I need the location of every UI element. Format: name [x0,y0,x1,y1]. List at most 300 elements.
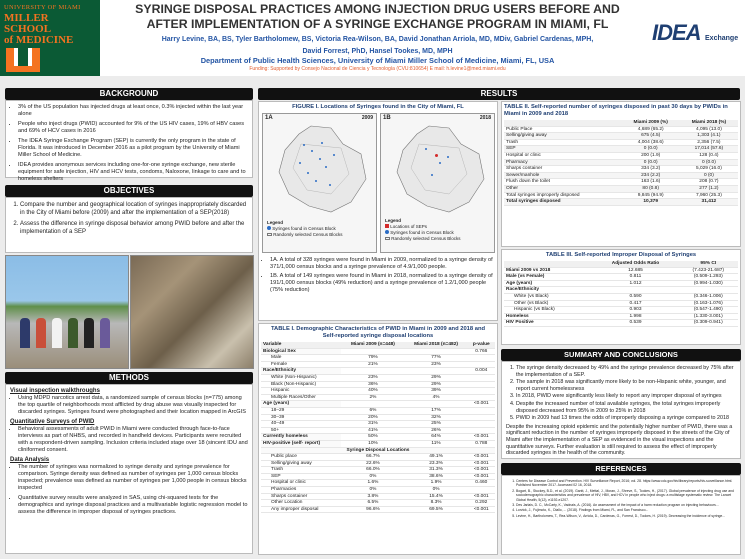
table1-cell: 40% [341,388,404,395]
table1-cell: 25% [405,421,468,428]
objective-item: 2. Assess the difference in syringe disposal behavior among PWID before and after the implementation of a SEP [20,220,248,236]
table1-cell: <0.001 [468,473,495,480]
table2-row [504,159,738,166]
methods-subheading: Visual inspection walkthroughs [10,388,100,394]
table1-cell: 23% [405,361,468,368]
reference-item: 3. Des Jarlais, D. C., McCarty, K., Vadnais, A. (2016). An assessment of the impact of a harm reduction program on injecting behaviours... [516,503,736,507]
table3-cell [679,287,738,294]
table1-cell: Currently homeless [261,434,341,441]
table1-cell: <0.001 [468,401,495,408]
table1-cell [468,414,495,421]
table3-header-cell: 95% CI [679,261,738,267]
methods-bullet: • Using MDPD narcotics arrest data, a randomized sample of census blocks (n=775) among the top quartile of neighborhoods most afflicted by drug abuse was visually inspected for discarded syringes. Syringes found were photographed and their location mapped in ArcGIS [18,395,248,416]
reference-item: 5. Levine, H., Bartholomew, T., Rea-Wilson, V., Arriola, D., Cardenas, G., Forrest, D., Tookes, H. (2019). Decreasing the incidence of syringe... [516,514,736,518]
table1-cell: Multiple Races/Other [261,394,341,401]
table1-cell: 38.6% [405,473,468,480]
table1-section-header: Syringe Disposal Locations [261,447,495,454]
idea-exchange-logo [652,20,742,50]
table1-cell: Any improper disposal [261,506,341,513]
idea-logo-big: IDEA [652,20,701,45]
table2-cell: Public Place [504,126,622,133]
table2-cell: Pharmacy [504,159,622,166]
figure1-panel [258,101,498,321]
table2-cell: 334 (3.2) [622,166,680,173]
table1-cell: <0.001 [468,493,495,500]
table3 [504,261,738,327]
table1-row [261,500,495,507]
table1-cell: Trash [261,467,341,474]
table2-cell: 5,029 (16.0) [680,166,738,173]
school-line2: of MEDICINE [4,34,74,46]
table3-cell: 0.539 [592,320,678,327]
methods-subheading: Data Analysis [10,457,50,463]
table1-cell: 0% [405,487,468,494]
table2-cell: 163 (1.6) [622,179,680,186]
map-a-shape [271,124,371,216]
table1-header-cell: Miami 2009 (n=448) [341,342,404,348]
table2-cell: 128 (0.4) [680,152,738,159]
table1-row [261,414,495,421]
reference-item: 4. Lorvick, J., Fujimoto, K., Diallo, ... (2018). Findings from Miami, FL, and San Francisco... [516,508,736,512]
table1-cell: 0.788 [468,440,495,447]
table2-row [504,185,738,192]
syringe-dot [325,166,327,168]
table3-cell: Other (vs Black) [504,300,592,307]
table1-cell: HIV-positive (self- report) [261,440,341,447]
table1-cell: 11% [405,440,468,447]
table3-cell: (0.346-1.006) [679,293,738,300]
table1-cell: Black (Non-Hispanic) [261,381,341,388]
methods-bullet: • Behavioral assessments of adult PWID in Miami were conducted through face-to-face interviews as part of NHBS, and recorded in handheld devices. Participants were recruited with a respondent-driven sampling. Inclusion criteria included stage over 18 (sincent IDU and cliniformed consent. [18,426,248,454]
table1-cell [468,487,495,494]
summary-item: 1. The syringe density decreased by 49% and the syringe prevalence decreased by 75% after the implementation of a SEP. [516,365,736,378]
table1-cell: 39% [405,388,468,395]
syringe-dot [447,156,449,158]
map-2009 [262,113,377,253]
table2-cell: 277 (1.2) [680,185,738,192]
table1-cell: Public place [261,454,341,461]
table3-cell: 0.590 [592,293,678,300]
summary-item: 4. Despite the increased number of total available syringes, the total syringes improperly disposed decreased from 95% in 2009 to 25% in 2018 [516,401,736,414]
table1-cell: 79% [341,355,404,362]
table1-cell: Other Location [261,500,341,507]
table1-cell: 41% [341,427,404,434]
references-panel [501,475,741,555]
table2-cell: 1,303 (4.1) [680,133,738,140]
title-line1: SYRINGE DISPOSAL PRACTICES AMONG INJECTION DRUG USERS BEFORE AND [135,2,620,16]
table1-cell [341,368,404,375]
table1-panel [258,323,498,555]
table1-cell: 10% [341,440,404,447]
table1-cell: 32% [405,414,468,421]
table1-cell [468,427,495,434]
person-figure [84,318,94,348]
school-line1: MILLER SCHOOL [4,12,52,35]
syringe-dot [307,172,309,174]
table1-header-cell: p-value [468,342,495,348]
table2-cell: Total syringes disposed [504,199,622,206]
table1-cell: 31% [341,421,404,428]
table1-cell: 8.3% [405,500,468,507]
table3-header-cell: Adjusted Odds Ratio [592,261,678,267]
table2-cell: 17,014 (57.6) [680,146,738,153]
table2-cell: 31,412 [680,199,738,206]
title-line2: AFTER IMPLEMENTATION OF A SYRINGE EXCHANGE PROGRAM IN MIAMI, FL [146,17,609,31]
table1-cell: 1.9% [405,480,468,487]
funding: Funding: Supported by Consejo Nacional de Ciencia y Tecnología (CVU:810654) E mail: h.levine1@med.miami.edu [249,66,506,72]
table1-row [261,506,495,513]
table1-cell: <0.001 [468,467,495,474]
syringe-dot [311,150,313,152]
table3-cell: (7.423-21.687) [679,267,738,274]
table1-cell: 2% [341,394,404,401]
syringe-dot [329,184,331,186]
table3-cell: (1.330-3.001) [679,313,738,320]
background-heading: BACKGROUND [5,88,253,100]
table2-row [504,152,738,159]
table2-cell: 4,004 (38.6) [622,139,680,146]
table1-row [261,460,495,467]
table1-row [261,368,495,375]
map-b-year: 2018 [479,115,491,121]
table2-cell: 208 (0.7) [680,179,738,186]
table1-row [261,388,495,395]
figure1-note: • 1A. A total of 328 syringes were found in Miami in 2009, normalized to a syringe density of 371/1,000 census blocks and a syringe prevalence of 4.9/1,000 people. [270,257,496,271]
table1-row [261,493,495,500]
methods-bullet: • Quantitative survey results were analyzed in SAS, using chi-squared tests for the demographics and syringe disposal practices and a multivariable logistic regression model to assess the difference in improper disposal of syringes practices. [18,495,248,516]
legend-box-icon [267,233,272,236]
table1-cell: 6% [341,407,404,414]
table1-row [261,421,495,428]
table1-cell: 49.1% [405,454,468,461]
table1-cell: Race/Ethnicity [261,368,341,375]
person-figure [68,318,78,348]
table2-cell: Sewer/manhole [504,172,622,179]
table3-title: TABLE III. Self-reported Improper Disposal of Syringes [545,252,697,258]
table2-cell: 200 (1.9) [622,152,680,159]
table2-header-cell: Miami 2009 (%) [622,120,680,126]
legend-item: Locations of SEPs [390,224,428,229]
legend-dot-icon [267,226,271,230]
table1-cell [341,401,404,408]
table2 [504,120,738,206]
table1-cell: 0% [341,487,404,494]
sep-location-dot [435,154,438,157]
table1-row [261,374,495,381]
table1-cell [468,421,495,428]
table1-cell [468,355,495,362]
table1-cell: 18–29 [261,407,341,414]
table2-cell: 2,356 (7.5) [680,139,738,146]
table1-row [261,434,495,441]
table3-cell: (0.994-1.030) [679,280,738,287]
table1-cell: 29% [405,381,468,388]
background-bullet: • People who inject drugs (PWID) accounted for 9% of the US HIV cases, 19% of HBV cases and 69% of HCV cases in 2016 [18,121,248,135]
table1-row [261,355,495,362]
idea-logo-small: Exchange [705,35,739,42]
table2-row [504,139,738,146]
legend-sep-icon [385,224,389,228]
university-line: UNIVERSITY OF MIAMI [4,4,81,11]
table2-row [504,179,738,186]
table1-cell: Hispanic [261,388,341,395]
table1-row [261,401,495,408]
table2-cell: Total syringes improperly disposed [504,192,622,199]
table1-cell: 6.5% [341,500,404,507]
summary-heading: SUMMARY AND CONCLUSIONS [501,349,741,361]
table1-row [261,447,495,454]
figure1-note: • 1B. A total of 149 syringes were found in Miami in 2018, normalized to a syringe density of 191/1,000 census blocks (49% reduction) and a syringe prevalence of 1.2/1,000 people (75% reduction) [270,273,496,294]
background-panel [5,100,253,182]
table1-cell: 36% [341,381,404,388]
objectives-panel [5,197,253,253]
table2-header-cell: Miami 2018 (%) [680,120,738,126]
table3-body [504,267,738,326]
map-b-legend [385,218,461,242]
table2-row [504,166,738,173]
table2-cell: 0 (0.0) [622,146,680,153]
table1-cell: White (Non-Hispanic) [261,374,341,381]
table3-cell: Age (years) [504,280,592,287]
table2-row [504,172,738,179]
table2-cell: 0 (0) [680,172,738,179]
table1-cell: Pharmacies [261,487,341,494]
table1-cell: <0.001 [468,434,495,441]
legend-box-icon [385,237,390,240]
table1-title-line1: TABLE I. Demographic Characteristics of PWID in Miami in 2009 and 2018 and [270,326,486,332]
table3-cell: Miami 2009 vs 2018 [504,267,592,274]
references-heading: REFERENCES [501,463,741,475]
table1-body [261,348,495,513]
table1-cell: 96.6% [341,506,404,513]
table1-cell: SEP [261,473,341,480]
summary-item: 3. In 2018, PWID were significantly less likely to report any improper disposal of syringes [516,393,736,400]
table1-cell: 3.8% [341,493,404,500]
methods-bullet: • The number of syringes was normalized to syringe density and syringe prevalence for comparison. Syringe density was defined as number of syringes per 1,000 census blocks inspected; prevalence was defined as number of syringes per 1,000 people in census blocks inspected [18,464,248,492]
figure1-title: FIGURE I. Locations of Syringes found in the City of Miami, FL [292,104,464,110]
syringe-dot [321,142,323,144]
table3-cell [592,287,678,294]
table2-row [504,146,738,153]
table1-cell: 15.4% [405,493,468,500]
table2-cell: 0 (0.0) [680,159,738,166]
table1-cell [341,348,404,355]
table1-cell: Biological Sex [261,348,341,355]
map-2018 [380,113,495,253]
syringe-dot [319,158,321,160]
methods-heading: METHODS [5,372,253,384]
table1-cell: Male [261,355,341,362]
table1-row [261,454,495,461]
table1-cell: 22.6% [341,460,404,467]
summary-item: 2. The sample in 2018 was significantly more likely to be non-Hispanic white, younger, and report current homelessness [516,379,736,392]
table2-cell: 4,095 (13.0) [680,126,738,133]
table3-cell: (0.547-1.490) [679,307,738,314]
table3-cell: 1.012 [592,280,678,287]
background-bullet: • IDEA provides anonymous services including one-for-one syringe exchange, new sterile equipment for safe injection, HIV and HCV tests, condoms, Naloxone, linkage to care and to homeless shelters [18,162,248,183]
table1-cell: 50% [341,434,404,441]
table1-cell: 64% [405,434,468,441]
table1-header-cell: Variable [261,342,341,348]
person-figure [100,318,110,348]
table1-cell: Hospital or clinic [261,480,341,487]
legend-item: Syringes found in Census Block [272,226,336,231]
table2-cell: Hospital or clinic [504,152,622,159]
table1-cell [405,348,468,355]
table1-cell: 20% [341,414,404,421]
table1-cell: 4% [405,394,468,401]
table1-cell: 0.004 [468,368,495,375]
table1-cell: 66.7% [341,454,404,461]
table3-cell: (0.309-0.941) [679,320,738,327]
summary-panel [501,361,741,459]
reference-item: 1. Centers for Disease Control and Prevention. HIV Surveillance Report, 2016; vol. 28. https://www.cdc.gov/hiv/library/reports/hiv-surveillance.html. Published November 2017. Accessed 02 16, 2018. [516,479,736,488]
table1-title-line2: Self-reported syringe disposal locations [322,333,434,339]
table3-row [504,280,738,287]
map-a-year: 2009 [361,115,373,121]
table2-row [504,199,738,206]
table3-cell: 12.685 [592,267,678,274]
table2-body [504,126,738,205]
methods-panel [5,384,253,554]
table3-row [504,300,738,307]
figure1-notes [262,257,496,297]
discarded-syringes-photo [130,255,254,369]
table3-cell: HIV Positive [504,320,592,327]
table1-cell: 23.3% [405,460,468,467]
map-a-label: 1A [265,115,273,121]
table1-cell: 30–39 [261,414,341,421]
table1-cell: Female [261,361,341,368]
table3-cell: 1.998 [592,313,678,320]
table2-title: TABLE II. Self-reported number of syringes disposed in past 30 days by PWIDs in Miami in 2009 and 2018 [504,104,728,117]
legend-title: Legend [267,220,284,225]
legend-item: Randomly selected Census Blocks [273,232,343,237]
person-figure [20,318,30,348]
table1-row [261,467,495,474]
methods-subheading: Quantitative Surveys of PWID [10,419,95,425]
table2-cell: 10,379 [622,199,680,206]
table3-row [504,313,738,320]
syringe-dot [439,162,441,164]
table3-cell: Male (vs Female) [504,274,592,281]
table1-cell: <0.001 [468,454,495,461]
table2-cell: 80 (0.8) [622,185,680,192]
table1-cell: 40–49 [261,421,341,428]
table1-cell: 31.3% [405,467,468,474]
objective-item: 1. Compare the number and geographical location of syringes inappropriately discarded in the City of Miami before (2009) and after the implementation of a SEP(2018) [20,201,248,217]
syringe-dot [315,180,317,182]
table1-cell: 17% [405,407,468,414]
authors-line2: David Forrest, PhD, Hansel Tookes, MD, MPH [302,48,453,55]
table1-row [261,427,495,434]
legend-dot-icon [385,230,389,234]
map-b-shape [389,124,489,216]
table1-cell: 0% [341,473,404,480]
table2-cell: SEP [504,146,622,153]
table3-cell: Hispanic (vs Black) [504,307,592,314]
table1-cell: 0.460 [468,480,495,487]
table1-cell: 77% [405,355,468,362]
summary-item: 5. PWID in 2009 had 13 times the odds of improperly disposing a syringe compared to 2018 [516,415,736,422]
table1-cell: 1.6% [341,480,404,487]
table1-row [261,361,495,368]
results-heading: RESULTS [258,88,740,100]
table1 [261,342,495,513]
background-bullet: • 3% of the US population has injected drugs at least once, 0.3% injected within the last year alone [18,104,248,118]
table1-cell: 66.0% [341,467,404,474]
table3-panel [501,249,741,345]
table2-cell: 7,960 (25.3) [680,192,738,199]
table1-row [261,473,495,480]
authors-line1: Harry Levine, BA, BS, Tyler Bartholomew, BS, Victoria Rea-Wilson, BA, David Jonathan Arriola, MD, MDiv, Gabriel Cardenas, MPH, [161,36,594,43]
table1-cell: Sharps container [261,493,341,500]
legend-item: Randomly selected Census Blocks [391,236,461,241]
table2-cell: Trash [504,139,622,146]
table1-cell: <0.001 [468,506,495,513]
map-a-legend [267,220,343,238]
table1-cell: 0.766 [468,348,495,355]
table1-cell: 69.5% [405,506,468,513]
table1-cell: <0.001 [468,460,495,467]
table2-cell: 234 (2.2) [622,172,680,179]
background-bullet: • The IDEA Syringe Exchange Program (SEP) is currently the only program in the state of Florida. It was introduced in December 2016 as a pilot program by the University of Miami Miller School of Medicine. [18,138,248,159]
table3-cell: (0.163-1.076) [679,300,738,307]
table1-row [261,440,495,447]
table1-cell: Selling/giving away [261,460,341,467]
table3-cell: Homeless [504,313,592,320]
table1-cell: 0.292 [468,500,495,507]
table1-cell: 21% [341,361,404,368]
syringe-dot [425,148,427,150]
map-b-label: 1B [383,115,391,121]
table1-cell: 29% [405,374,468,381]
syringe-dot [303,144,305,146]
table2-cell: Selling/giving away [504,133,622,140]
syringe-dot [299,162,301,164]
table3-row [504,274,738,281]
legend-item: Syringes found in Census Block [390,230,454,235]
table3-row [504,293,738,300]
reference-item: 2. Bogart, B., Stuckey, B.D., et al. (2019). Gantt, J., Mettal, J., Moran, J., Shreve, S., Tookes, H., (2017). Global prevalence of injecting drug use and sociodemographic characteristics and prevalence of HIV, HBV, and HCV in people who inject drugs: a multistage systematic review. The Lancet Global Health, 5(12), e1192-e1207. [516,489,736,502]
table3-row [504,320,738,327]
table1-cell [405,368,468,375]
team-photo [5,255,129,369]
table3-row [504,267,738,274]
table2-cell: 0 (0.0) [622,159,680,166]
table3-cell: (0.509-1.293) [679,274,738,281]
table1-cell: 23% [341,374,404,381]
table3-cell: White (vs Black) [504,293,592,300]
table1-cell: 50+ [261,427,341,434]
table3-row [504,307,738,314]
table2-cell: Other [504,185,622,192]
table1-cell [405,401,468,408]
table2-cell: Flush down the toilet [504,179,622,186]
table3-cell: Race/Ethnicity [504,287,592,294]
department: Department of Public Health Sciences, University of Miami Miller School of Medicine, Miami, FL, USA [200,56,555,65]
table1-cell [468,407,495,414]
table1-row [261,394,495,401]
legend-title: Legend [385,218,402,223]
objectives-heading: OBJECTIVES [5,185,253,197]
table1-cell [468,388,495,395]
summary-paragraph: Despite the increasing opioid epidemic and the potentially higher number of PWID, there was a significant reduction in the number of syringes improperly disposed in the streets of the City of Miami after the implementation of a SEP as evidenced in the visual inspections and the quantitative surveys. Further evaluation is still required to assess the effect of improperly discarded syringes in the health of the community. [506,423,733,457]
table2-cell: 4,689 (65.2) [622,126,680,133]
table1-row [261,480,495,487]
table1-header-cell: Miami 2018 (n=482) [405,342,468,348]
syringe-dot [333,154,335,156]
